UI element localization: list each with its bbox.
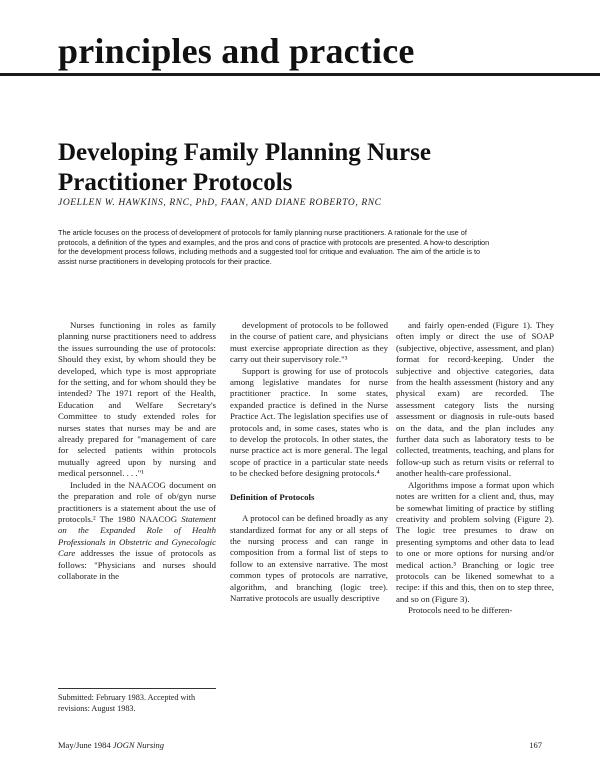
issue-date: May/June 1984 [58, 740, 113, 750]
body-column-2 [230, 320, 388, 604]
article-title: Developing Family Planning Nurse Practitioner Protocols [58, 139, 431, 196]
footer-citation [58, 740, 164, 750]
body-column-1 [58, 320, 216, 582]
footnote-rule [58, 688, 216, 689]
body-paragraph: Nurses functioning in roles as family planning nurse practitioners need to address the issues surrounding the use of protocols: Should they exist, by whom should they be developed, which type is most appropriate for the setting, and for whom should they be intended? The 1971 report of the Health, Education and Welfare Secretary's Committee to study extended roles for nurses states that nurses may be and are already prepared for "management of care for selected patients within protocols mutually agreed upon by nursing and medical personnel. . . ."¹ [58, 320, 216, 479]
journal-name: JOGN Nursing [112, 740, 165, 750]
body-paragraph: and fairly open-ended (Figure 1). They often imply or direct the use of SOAP (subjective, objective, assessment, and plan) format for record-keeping. Under the subjective and objective categories, data from the health assessment (history and any physical exam) are recorded. The assessment category lists the nursing assessment or diagnosis in rule-outs based on the data, and the plan includes any further data such as laboratory tests to be collected, treatments, teaching, and plans for follow-up such as return visits or referral to another health-care professional. [396, 320, 554, 479]
text-run: Included in the NAACOG document on the preparation and role of ob/gyn nurse practitioners is a statement about the use of protocols.² The 1980 NAACOG [58, 479, 216, 524]
page-number: 167 [529, 740, 542, 750]
section-header: principles and practice [58, 31, 415, 71]
abstract: The article focuses on the process of development of protocols for family planning nurse practitioners. A rationale for the use of protocols, a definition of the types and examples, and the pros and cons of practice with protocols are presented. A how-to description for the development process follows, including methods and a suggested tool for critique and evaluation. The aim of the article is to assist nurse practitioners in developing protocols for their practice. [58, 228, 490, 266]
publication-title: Statement on the Expanded Role of Health Professionals in Obstetric and Gynecologic Care [58, 513, 216, 559]
authors: JOELLEN W. HAWKINS, RNC, PhD, FAAN, AND DIANE ROBERTO, RNC [58, 198, 382, 208]
body-paragraph: Algorithms impose a format upon which notes are written for a client and, thus, may be somewhat limiting of practice by stifling creativity and problem solving (Figure 2). The logic tree presumes to draw on presenting symptoms and other data to lead to one or more options for nursing and/or medical action.⁵ Branching or logic tree protocols can be likened somewhat to a recipe: if this and this, then on to step three, and so on (Figure 3). [396, 479, 554, 604]
body-paragraph: A protocol can be defined broadly as any standardized format for any or all steps of the nursing process and can range in composition from a formal list of steps to follow to an extensive narrative. The most common types of protocols are narrative, algorithm, and branching (logic tree). Narrative protocols are usually descriptive [230, 513, 388, 603]
header-rule [0, 73, 600, 76]
section-heading: Definition of Protocols [230, 491, 315, 502]
body-paragraph: Protocols need to be differen- [408, 605, 513, 616]
body-column-3 [396, 320, 554, 617]
body-paragraph [58, 480, 216, 583]
body-paragraph: development of protocols to be followed in the course of patient care, and physicians must exercise appropriate direction as they carry out their supervisory role."³ [230, 320, 388, 365]
text-run: addresses the issue of protocols as follows: "Physicians and nurses should collaborate in the [58, 548, 216, 581]
body-paragraph: Support is growing for use of protocols among legislative mandates for nurse practitioner practice. In some states, expanded practice is defined in the Nurse Practice Act. The legislation specifies use of protocols and, in some cases, states who is to develop the protocols. In other states, the nurse practice act is more general. The legal scope of practice in a particular state needs to be checked before designing protocols.⁴ [230, 365, 388, 479]
submission-footnote: Submitted: February 1983. Accepted with revisions: August 1983. [58, 693, 196, 713]
